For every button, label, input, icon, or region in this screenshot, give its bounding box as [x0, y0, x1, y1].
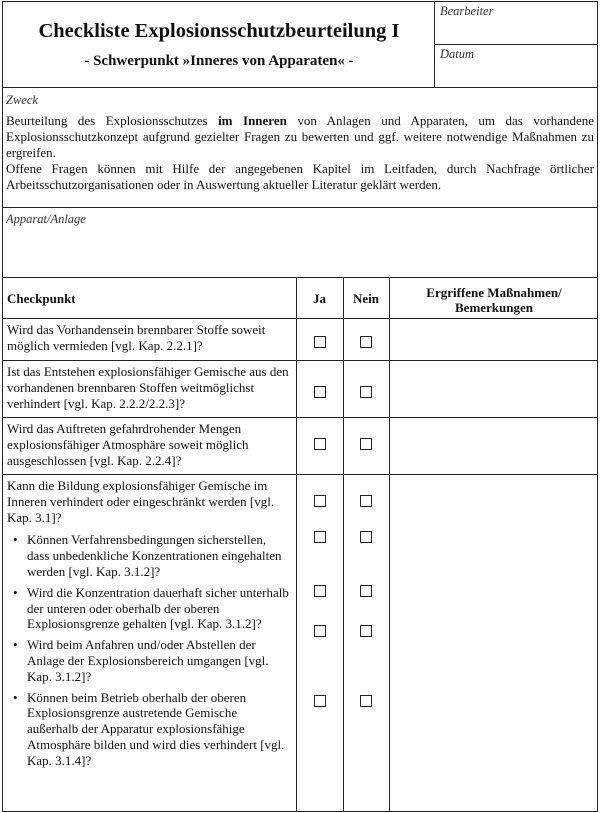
- apparat-bottom-line: [2, 277, 598, 278]
- subitem-4: • Können beim Betrieb oberhalb der oberen Explosionsgrenze austretende Gemische außerhalb der Apparatur explosionsfähige Atmosphäre bilden und wird dies verhindert [vgl. Kap. 3.1.4]?: [7, 690, 291, 769]
- col-header-nein: Nein: [353, 291, 379, 306]
- checkbox-nein-subitem-4[interactable]: [360, 695, 372, 707]
- zweck-label: Zweck: [6, 93, 38, 107]
- datum-label: Datum: [440, 47, 475, 61]
- checkbox-nein-subitem-3[interactable]: [360, 625, 372, 637]
- row-line-3: [2, 474, 598, 475]
- bearbeiter-label: Bearbeiter: [440, 4, 494, 18]
- page-subtitle: - Schwerpunkt »Inneres von Apparaten« -: [84, 53, 354, 69]
- col-line-3: [389, 277, 390, 812]
- checkbox-nein-row-2[interactable]: [360, 386, 372, 398]
- subitem-1: • Können Verfahrensbedingungen sicherstellen, dass unbedenkliche Konzentrationen eingehalten werden [vgl. Kap. 3.1.2]?: [7, 532, 291, 579]
- checkpoint-row-2: Ist das Entstehen explosionsfähiger Gemische aus den vorhandenen brennbaren Stoffen weitmöglichst verhindert [vgl. Kap. 2.2.2/2.2.3]?: [7, 364, 289, 411]
- subitem-3: • Wird beim Anfahren und/oder Abstellen der Anlage der Explosionsbereich umgangen [vgl. Kap. 3.1.2]?: [7, 637, 291, 684]
- checkbox-nein-row-3[interactable]: [360, 438, 372, 450]
- subitem-list: [7, 532, 291, 768]
- col-line-1: [296, 277, 297, 812]
- checkpoint-row-3: Wird das Auftreten gefahrdrohender Mengen explosionsfähiger Atmosphäre soweit möglich ausgeschlossen [vgl. Kap. 2.2.4]?: [7, 421, 249, 468]
- checkbox-nein-subitem-1[interactable]: [360, 531, 372, 543]
- checkbox-nein-row-4[interactable]: [360, 495, 372, 507]
- checkbox-ja-row-1[interactable]: [314, 336, 326, 348]
- checkbox-ja-row-2[interactable]: [314, 386, 326, 398]
- col-header-massnahmen: Ergriffene Maßnahmen/ Bemerkungen: [426, 285, 562, 315]
- checkbox-nein-row-1[interactable]: [360, 336, 372, 348]
- checkbox-ja-row-3[interactable]: [314, 438, 326, 450]
- zweck-text: [6, 113, 594, 193]
- checkpoint-row-1: Wird das Vorhandensein brennbarer Stoffe soweit möglich vermieden [vgl. Kap. 2.2.1]?: [7, 322, 266, 353]
- zweck-paragraph-1: Beurteilung des Explosionsschutzes im Inneren von Anlagen und Apparaten, um das vorhandene Explosionsschutzkonzept aufgrund gezielter Fragen zu bewerten und ggf. weitere notwendige Maßnahmen zu ergreifen.: [6, 113, 594, 160]
- page-title: Checkliste Explosionsschutzbeurteilung I: [38, 20, 400, 42]
- col-header-ja: Ja: [313, 291, 326, 306]
- zweck-paragraph-2: Offene Fragen können mit Hilfe der angegebenen Kapitel im Leitfaden, durch Nachfrage örtlicher Arbeitsschutzorganisationen oder in Auswertung aktueller Literatur geklärt werden.: [6, 161, 594, 192]
- header-bottom-line: [2, 87, 598, 88]
- row-line-1: [2, 360, 598, 361]
- checkbox-nein-subitem-2[interactable]: [360, 585, 372, 597]
- checkpoint-row-4: [7, 478, 291, 769]
- checkbox-ja-subitem-1[interactable]: [314, 531, 326, 543]
- checkbox-ja-row-4[interactable]: [314, 495, 326, 507]
- header-mid-line: [434, 44, 598, 45]
- subitem-2: • Wird die Konzentration dauerhaft sicher unterhalb der unteren oder oberhalb der oberen Explosionsgrenze gehalten [vgl. Kap. 3.1.2]?: [7, 585, 291, 632]
- col-header-checkpunkt: Checkpunkt: [7, 291, 76, 306]
- row-line-header: [2, 318, 598, 319]
- checkbox-ja-subitem-3[interactable]: [314, 625, 326, 637]
- col-line-2: [343, 277, 344, 812]
- zweck-bottom-line: [2, 207, 598, 208]
- row-line-2: [2, 417, 598, 418]
- checkbox-ja-subitem-4[interactable]: [314, 695, 326, 707]
- apparat-label: Apparat/Anlage: [6, 212, 86, 226]
- checkpoint-row-4-question: Kann die Bildung explosionsfähiger Gemische im Inneren verhindert oder eingeschränkt werden [vgl. Kap. 3.1]?: [7, 478, 275, 525]
- checkbox-ja-subitem-2[interactable]: [314, 585, 326, 597]
